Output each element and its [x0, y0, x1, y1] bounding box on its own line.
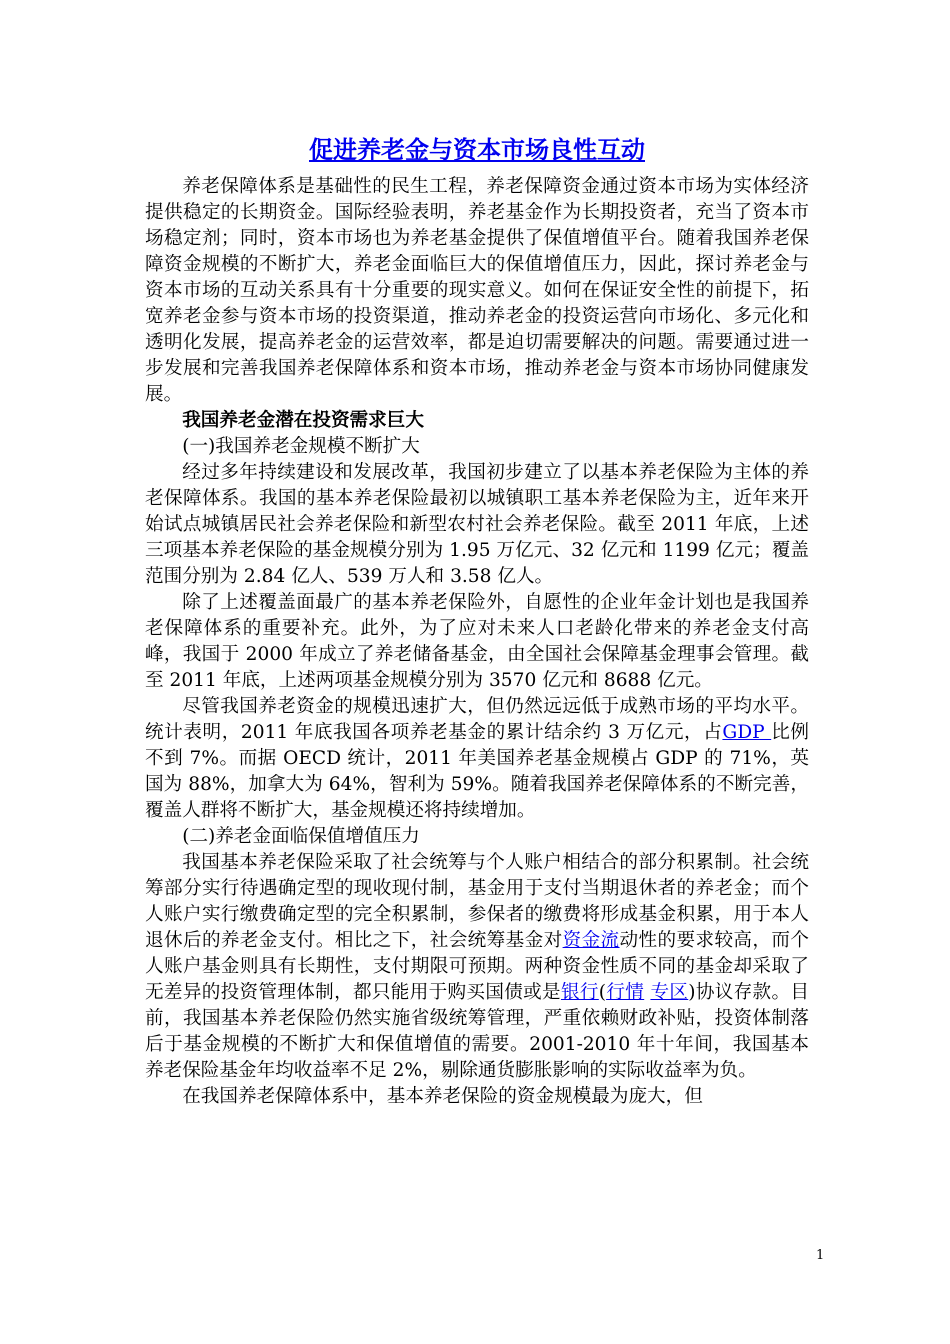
p3-text-a: 尽管我国养老资金的规模迅速扩大，但仍然远远低于成熟市场的平均水平。统计表明，2011 年底我国各项养老基金的累计结余约 3 万亿元，占	[145, 696, 809, 743]
p3-text-b: 比例不到 7%。而据 OECD 统计，2011 年美国养老基金规模占 GDP 的 71%，英国为 88%，加拿大为 64%，智利为 59%。随着我国养老保障体系的不断完善，覆盖人群将不断扩大，基金规模还将持续增加。	[145, 722, 809, 821]
zone-link[interactable]: 专区	[650, 982, 689, 1003]
quotes-link[interactable]: 行情	[606, 982, 645, 1003]
paragraph-trailing: 在我国养老保障体系中，基本养老保险的资金规模最为庞大，但	[182, 1086, 703, 1107]
p4-text-b: 动性的要求较高，而个人账户基金则具有长期性，支付期限可预期。两种资金性质不同的基金却采取了无差异的投资管理体制，都只能用于购买国债或是	[145, 930, 809, 1003]
bank-link[interactable]: 银行	[560, 982, 599, 1003]
title-link[interactable]: 促进养老金与资本市场良性互动	[309, 135, 645, 164]
p4-text-c: (	[598, 982, 607, 1003]
gdp-link[interactable]: GDP	[722, 722, 772, 743]
document-title	[145, 132, 809, 168]
subsection-heading-2: (二)养老金面临保值增值压力	[182, 826, 420, 847]
paragraph-enterprise-annuity: 除了上述覆盖面最广的基本养老保险外，自愿性的企业年金计划也是我国养老保障体系的重要补充。此外，为了应对未来人口老龄化带来的养老金支付高峰，我国于 2000 年成立了养老储备基金，由全国社会保障基金理事会管理。截至 2011 年底，上述两项基金规模分别为 3570 亿元和 8688 亿元。	[145, 592, 809, 691]
page-number: 1	[816, 1248, 825, 1263]
paragraph-gdp-comparison	[145, 694, 809, 824]
paragraph-scale: 经过多年持续建设和发展改革，我国初步建立了以基本养老保险为主体的养老保障体系。我国的基本养老保险最初以城镇职工基本养老保险为主，近年来开始试点城镇居民社会养老保险和新型农村社会养老保险。截至 2011 年底，上述三项基本养老保险的基金规模分别为 1.95 万亿元、32 亿元和 1199 亿元；覆盖范围分别为 2.84 亿人、539 万人和 3.58 亿人。	[145, 462, 809, 587]
document-page	[145, 132, 809, 1110]
subsection-heading-1: (一)我国养老金规模不断扩大	[182, 436, 420, 457]
p4-text-e: )协议存款。目前，我国基本养老保险仍然实施省级统筹管理，严重依赖财政补贴，投资体制落后于基金规模的不断扩大和保值增值的需要。2001-2010 年十年间，我国基本养老保险基金年均收益率不足 2%，剔除通货膨胀影响的实际收益率为负。	[145, 982, 809, 1081]
capital-flow-link[interactable]: 资金流	[562, 930, 620, 951]
intro-paragraph: 养老保障体系是基础性的民生工程，养老保障资金通过资本市场为实体经济提供稳定的长期资金。国际经验表明，养老基金作为长期投资者，充当了资本市场稳定剂；同时，资本市场也为养老基金提供了保值增值平台。随着我国养老保障资金规模的不断扩大，养老金面临巨大的保值增值压力，因此，探讨养老金与资本市场的互动关系具有十分重要的现实意义。如何在保证安全性的前提下，拓宽养老金参与资本市场的投资渠道，推动养老金的投资运营向市场化、多元化和透明化发展，提高养老金的运营效率，都是迫切需要解决的问题。需要通过进一步发展和完善我国养老保障体系和资本市场，推动养老金与资本市场协同健康发展。	[145, 176, 809, 405]
paragraph-investment-system	[145, 850, 809, 1084]
p4-text-a: 我国基本养老保险采取了社会统筹与个人账户相结合的部分积累制。社会统筹部分实行待遇确定型的现收现付制，基金用于支付当期退休者的养老金；而个人账户实行缴费确定型的完全积累制，参保者的缴费将形成基金积累，用于本人退休后的养老金支付。相比之下，社会统筹基金对	[145, 852, 809, 951]
section-heading: 我国养老金潜在投资需求巨大	[182, 410, 424, 431]
